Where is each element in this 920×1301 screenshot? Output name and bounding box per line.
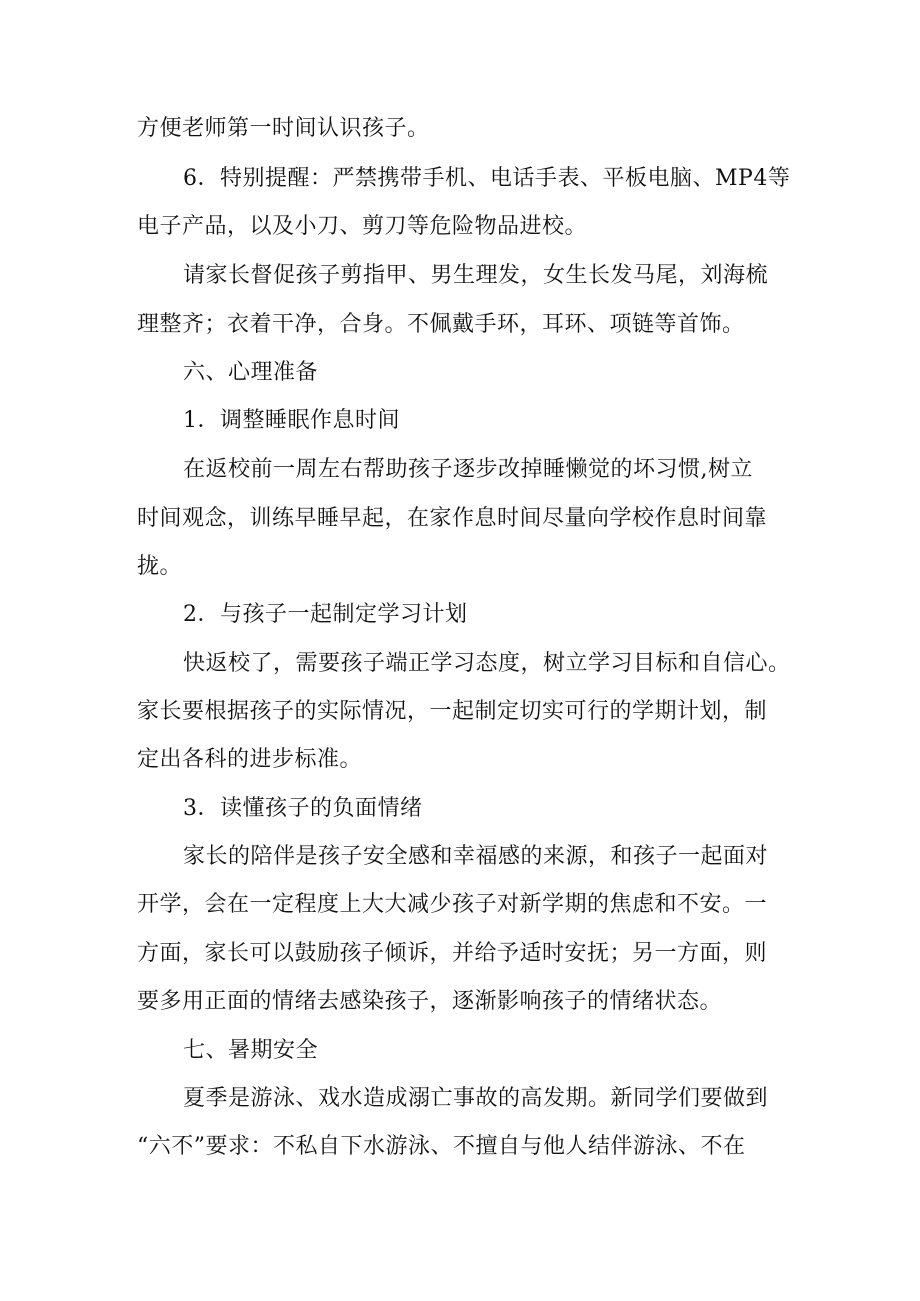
- text-line: 拢。: [137, 554, 183, 579]
- text-line: 理整齐；衣着干净，合身。不佩戴手环，耳环、项链等首饰。: [137, 312, 745, 337]
- text-line: 定出各科的进步标准。: [137, 747, 363, 772]
- text-line: 方面，家长可以鼓励孩子倾诉，并给予适时安抚；另一方面，则: [137, 941, 768, 966]
- text-line: 夏季是游泳、戏水造成溺亡事故的高发期。新同学们要做到: [183, 1086, 769, 1111]
- text-line: 家长的陪伴是孩子安全感和幸福感的来源，和孩子一起面对: [183, 844, 769, 869]
- text-line: 要多用正面的情绪去感染孩子，逐渐影响孩子的情绪状态。: [137, 989, 723, 1014]
- section-heading: 六、心理准备: [183, 360, 319, 385]
- section-heading: 七、暑期安全: [183, 1038, 319, 1063]
- text-line: 快返校了，需要孩子端正学习态度，树立学习目标和自信心。: [183, 651, 791, 676]
- text-line: 时间观念，训练早睡早起，在家作息时间尽量向学校作息时间靠: [137, 506, 768, 531]
- text-line: 开学，会在一定程度上大大减少孩子对新学期的焦虑和不安。一: [137, 892, 768, 917]
- subsection-heading: 3．读懂孩子的负面情绪: [183, 796, 423, 821]
- text-line: 电子产品，以及小刀、剪刀等危险物品进校。: [137, 214, 588, 239]
- text-line: 请家长督促孩子剪指甲、男生理发，女生长发马尾，刘海梳: [183, 263, 769, 288]
- text-line: “六不”要求：不私自下水游泳、不擅自与他人结伴游泳、不在: [137, 1134, 746, 1159]
- text-line: 家长要根据孩子的实际情况，一起制定切实可行的学期计划，制: [137, 699, 768, 724]
- subsection-heading: 1．调整睡眠作息时间: [183, 408, 400, 433]
- subsection-heading: 2．与孩子一起制定学习计划: [183, 602, 468, 627]
- text-line: 6．特别提醒：严禁携带手机、电话手表、平板电脑、MP4等: [183, 166, 791, 191]
- text-line: 在返校前一周左右帮助孩子逐步改掉睡懒觉的坏习惯,树立: [183, 457, 753, 482]
- text-line: 方便老师第一时间认识孩子。: [137, 116, 430, 141]
